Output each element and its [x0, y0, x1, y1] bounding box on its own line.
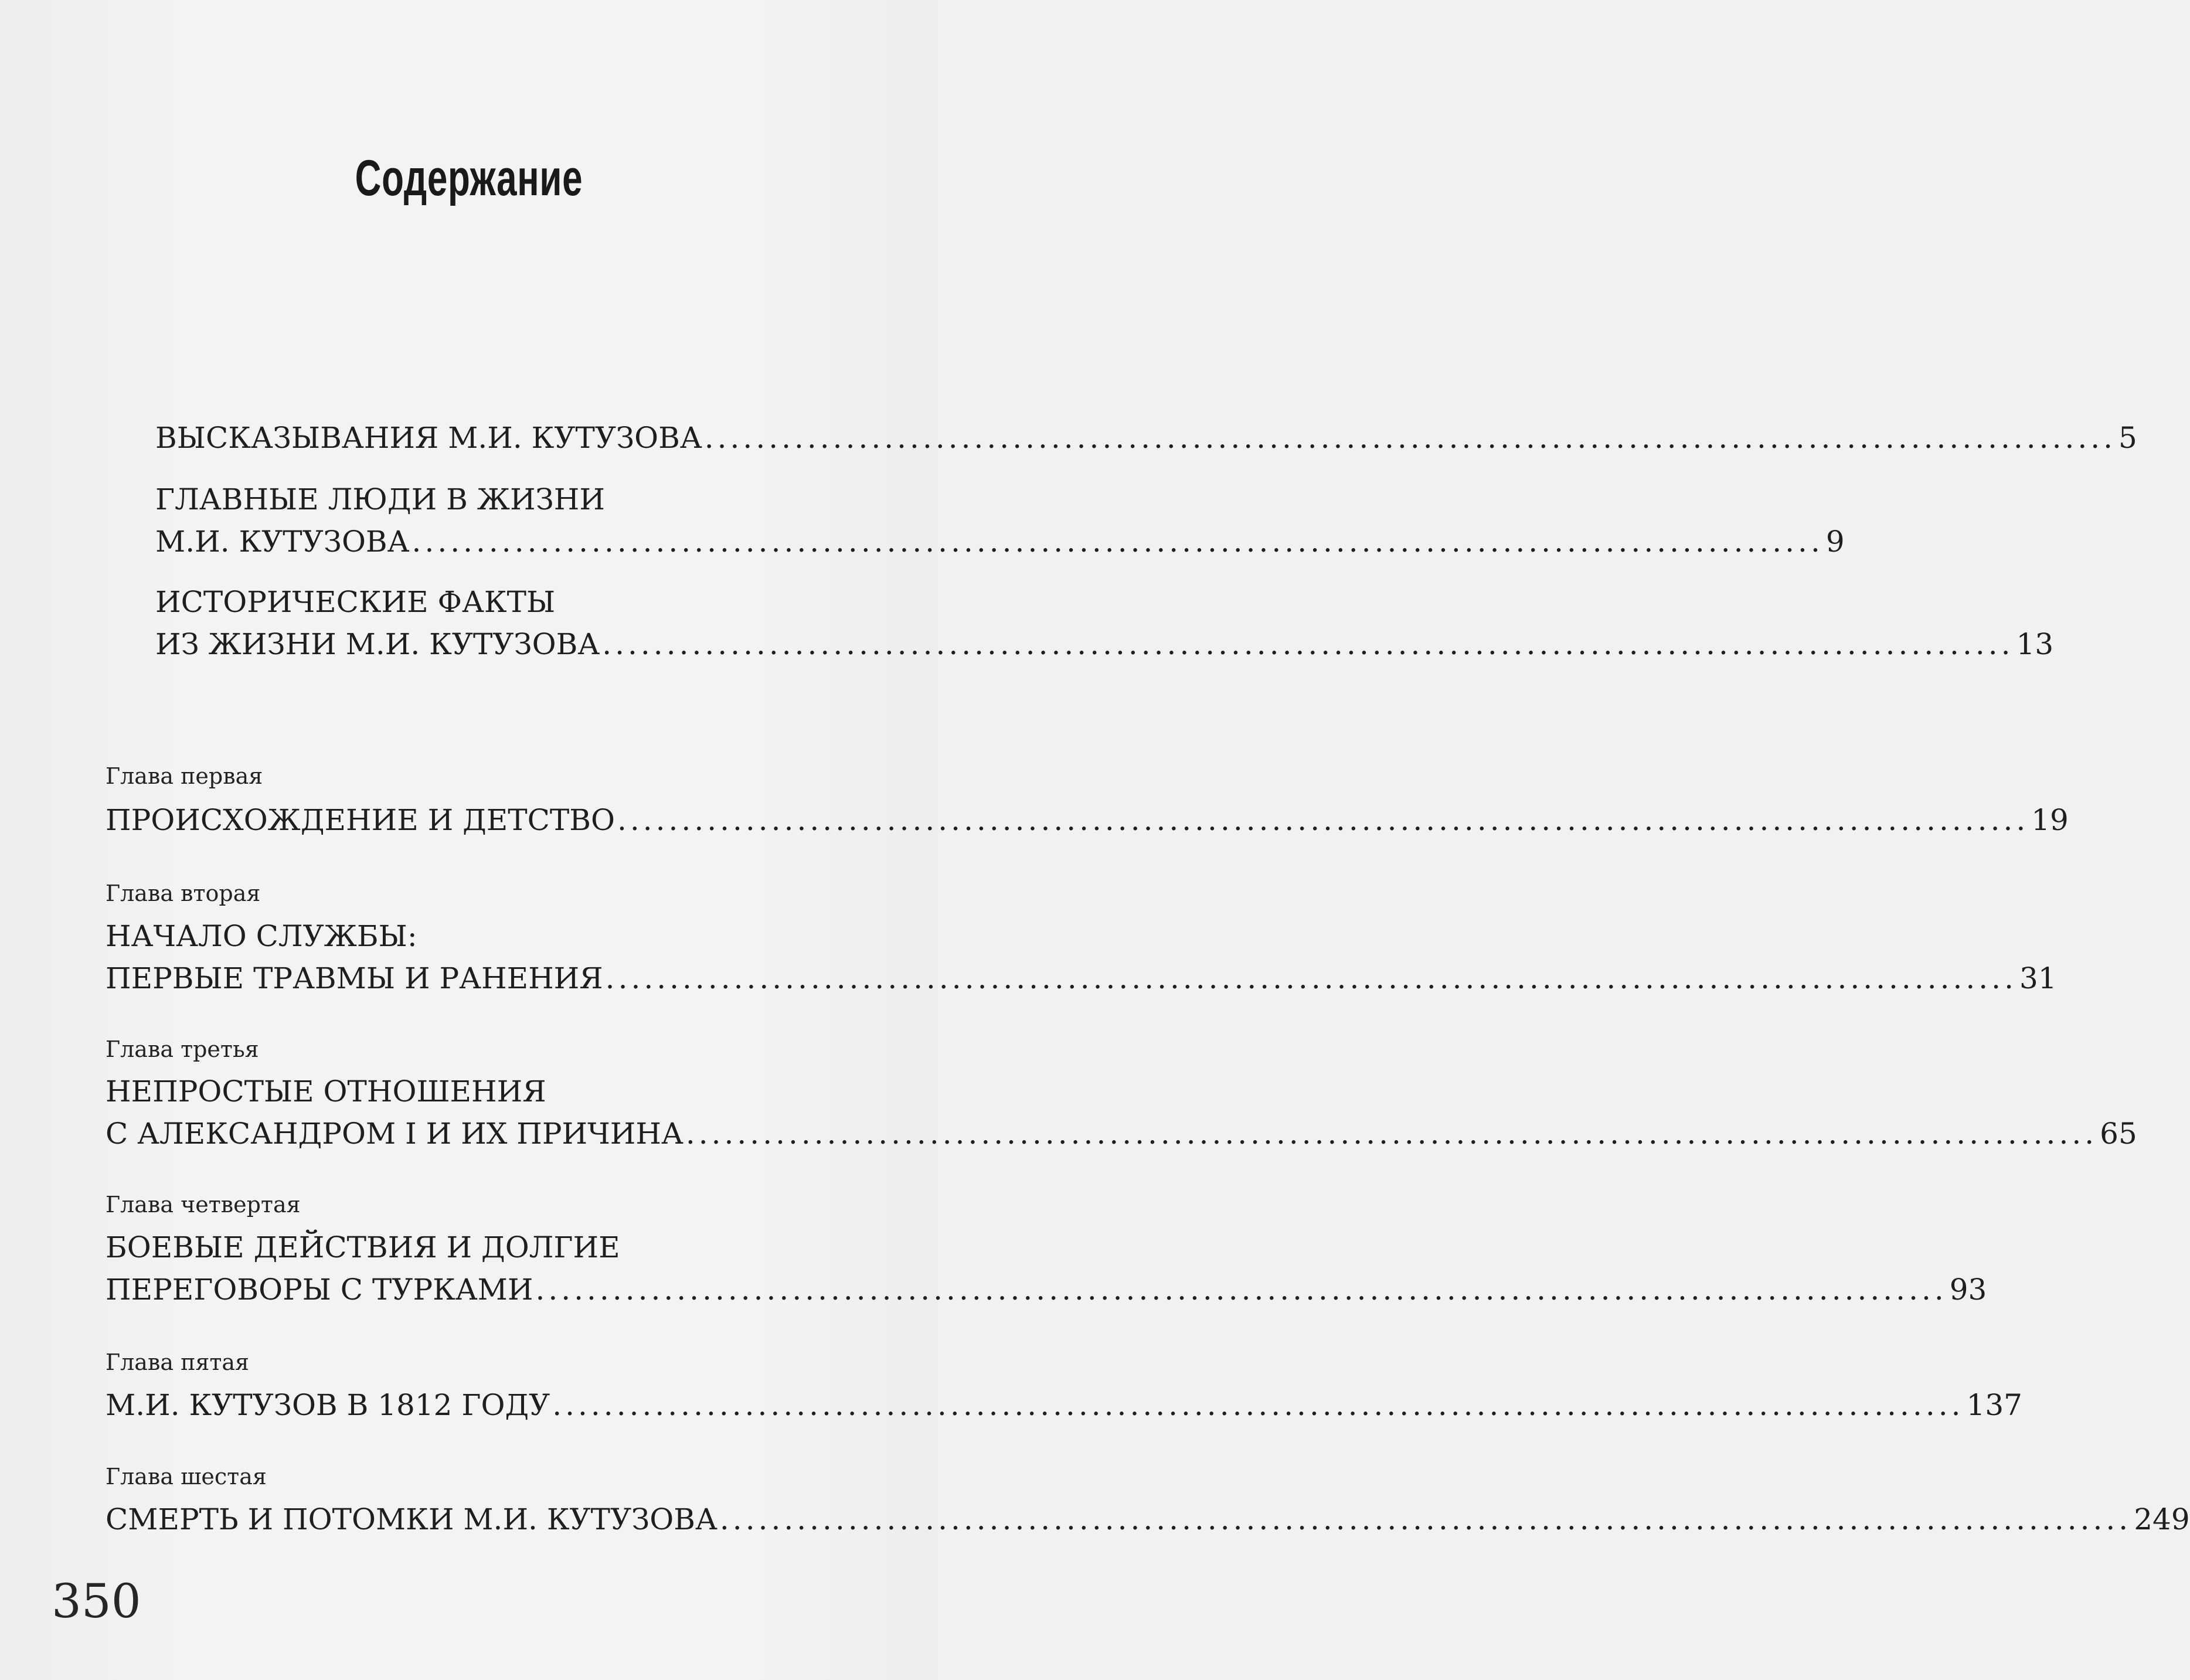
toc-entry-title-line: НАЧАЛО СЛУЖБЫ: [106, 919, 417, 953]
leader-dots: .............................................................................................................. [552, 1388, 1964, 1422]
toc-entry-chapter-6 [106, 1502, 2190, 1536]
toc-entry-chapter-3-cont [106, 1117, 2137, 1151]
toc-page-number: 137 [1966, 1388, 2022, 1422]
chapter-label: Глава четвертая [106, 1192, 301, 1218]
toc-entry-title-line: ПРОИСХОЖДЕНИЕ И ДЕТСТВО [106, 803, 615, 837]
toc-entry-main-people-cont [155, 525, 1845, 559]
leader-dots: .............................................................................................................. [602, 627, 2014, 661]
toc-entry-title-line: БОЕВЫЕ ДЕЙСТВИЯ И ДОЛГИЕ [106, 1230, 620, 1264]
toc-entry-title-line: ИЗ ЖИЗНИ М.И. КУТУЗОВА [155, 627, 600, 661]
toc-entry-chapter-4 [106, 1230, 894, 1264]
toc-page-number: 13 [2016, 627, 2054, 661]
page-title: Содержание [355, 150, 583, 206]
toc-page-number: 31 [2019, 961, 2057, 995]
leader-dots: .............................................................................................................. [719, 1502, 2132, 1536]
leader-dots: .............................................................................................................. [617, 803, 2029, 837]
toc-entry-sayings [155, 421, 2137, 455]
chapter-label: Глава вторая [106, 880, 261, 906]
leader-dots: .............................................................................................................. [412, 525, 1824, 559]
toc-page-number: 19 [2031, 803, 2069, 837]
toc-entry-title-line: М.И. КУТУЗОВА [155, 525, 410, 559]
toc-entry-title-line: ВЫСКАЗЫВАНИЯ М.И. КУТУЗОВА [155, 421, 702, 455]
toc-entry-chapter-2-cont [106, 961, 2057, 995]
toc-page-number: 249 [2134, 1502, 2190, 1536]
toc-entry-title-line: ПЕРВЫЕ ТРАВМЫ И РАНЕНИЯ [106, 961, 603, 995]
toc-page-number: 93 [1949, 1273, 1987, 1307]
leader-dots: .............................................................................................................. [535, 1273, 1947, 1307]
toc-entry-title-line: СМЕРТЬ И ПОТОМКИ М.И. КУТУЗОВА [106, 1502, 717, 1536]
toc-entry-title-line: М.И. КУТУЗОВ В 1812 ГОДУ [106, 1388, 550, 1422]
toc-page-number: 65 [2100, 1117, 2137, 1151]
page-number: 350 [52, 1574, 141, 1628]
toc-entry-chapter-5 [106, 1388, 2022, 1422]
toc-entry-chapter-3 [106, 1074, 894, 1108]
chapter-label: Глава пятая [106, 1349, 250, 1375]
toc-entry-title-line: С АЛЕКСАНДРОМ I И ИХ ПРИЧИНА [106, 1117, 683, 1151]
toc-entry-title-line: НЕПРОСТЫЕ ОТНОШЕНИЯ [106, 1074, 546, 1108]
leader-dots: .............................................................................................................. [685, 1117, 2098, 1151]
toc-page-number: 5 [2118, 421, 2137, 455]
toc-entry-historical-facts-cont [155, 627, 2054, 661]
toc-entry-chapter-2 [106, 919, 894, 953]
leader-dots: .............................................................................................................. [605, 961, 2017, 995]
chapter-label: Глава первая [106, 763, 263, 789]
leader-dots: .............................................................................................................. [704, 421, 2117, 455]
toc-page-number: 9 [1825, 525, 1845, 559]
toc-entry-title-line: ИСТОРИЧЕСКИЕ ФАКТЫ [155, 585, 556, 619]
toc-entry-main-people [155, 482, 894, 516]
chapter-label: Глава третья [106, 1036, 259, 1062]
toc-entry-chapter-1 [106, 803, 2069, 837]
toc-entry-chapter-4-cont [106, 1273, 1987, 1307]
toc-entry-title-line: ГЛАВНЫЕ ЛЮДИ В ЖИЗНИ [155, 482, 605, 516]
chapter-label: Глава шестая [106, 1464, 267, 1489]
toc-entry-title-line: ПЕРЕГОВОРЫ С ТУРКАМИ [106, 1273, 533, 1307]
toc-entry-historical-facts [155, 585, 894, 619]
